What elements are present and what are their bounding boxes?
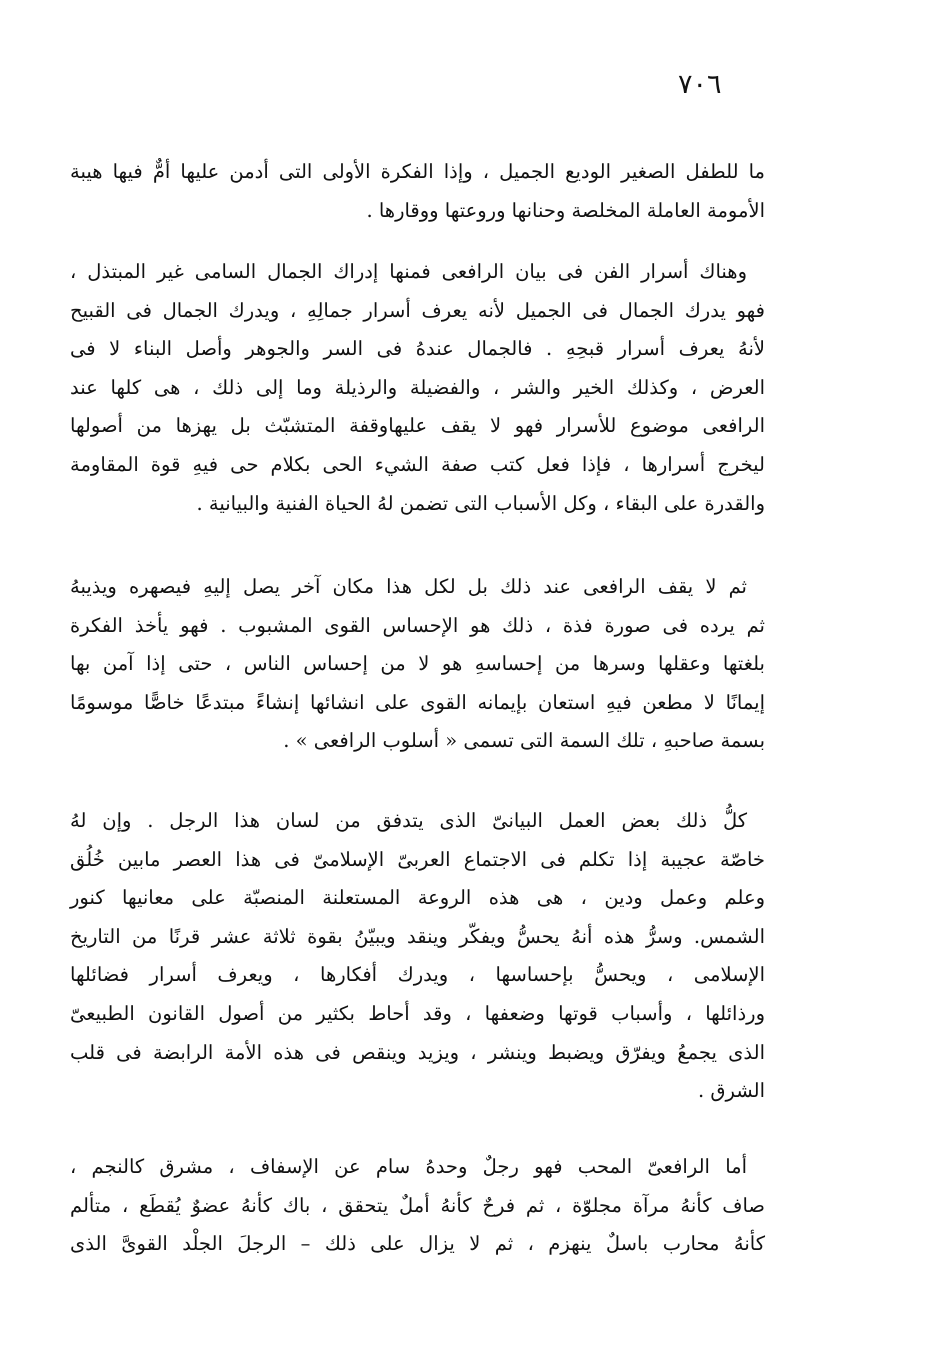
- text-line: بلغتها وعقلها وسرها من إحساسهِ هو لا من إحساس الناس ، حتى إذا آمن بها: [70, 652, 765, 676]
- text-line: خاصّة عجيبة إذا تكلم فى الاجتماع العربىّ الإسلامىّ فى هذا العصر مابين خُلُق: [70, 847, 765, 871]
- paragraph-2: [70, 253, 765, 523]
- text-line: فهو يدرك الجمال فى الجميل لأنه يعرف أسرار جمالِهِ ، ويدرك الجمال فى القبيح: [70, 298, 765, 322]
- paragraph-5: [70, 1148, 765, 1264]
- text-line: الأمومة العاملة المخلصة وحنانها وروعتها ووقارها .: [366, 198, 765, 222]
- text-line: الذى يجمعُ ويفرّق ويضبط وينشر ، ويزيد وينقص فى هذه الأمة الرابضة فى قلب: [70, 1040, 765, 1064]
- paragraph-1: [70, 153, 765, 230]
- text-line: الإسلامى ، ويحسُّ بإحساسها ، ويدرك أفكارها ، ويعرف أسرار فضائلها: [70, 963, 765, 987]
- text-line: ثم يرده فى صورة فذة ، ذلك هو الإحساس القوى المشبوب . فهو يأخذ الفكرة: [70, 613, 765, 637]
- text-line: كلُّ ذلك بعض العمل البيانىّ الذى يتدفق من لسان هذا الرجل . وإن لهُ: [70, 809, 747, 832]
- text-line: إيمانًا لا مطعن فيهِ استعان بإيمانه القوى على انشائها إنشاءً مبتدعًا خاصًّا موسومًا: [70, 690, 765, 714]
- text-line: صاف كأنهُ مرآة مجلوّة ، ثم فرحٌ كأنهُ أملٌ يتحقق ، باك كأنهُ عضوٌ يُقطَع ، متألم: [70, 1193, 765, 1217]
- text-line: وهناك أسرار الفن فى بيان الرافعى فمنها إدراك الجمال السامى غير المبتذل ،: [70, 260, 747, 283]
- text-line: ثم لا يقف الرافعى عند ذلك بل لكل هذا مكان آخر يصل إليهِ فيصهره ويذيبهُ: [70, 575, 747, 598]
- text-line: والقدرة على البقاء ، وكل الأسباب التى تضمن لهُ الحياة الفنية والبيانية .: [196, 491, 765, 515]
- text-line: كأنهُ محارب باسلٌ ينهزم ، ثم لا يزال على ذلك – الرجلَ الجلْد القوىَّ الذى: [70, 1232, 765, 1256]
- text-line: ورذائلها ، وأسباب قوتها وضعفها ، وقد أحاط بكثير من أصول القانون الطبيعىّ: [70, 1001, 765, 1025]
- text-line: الشمس. وسرُّ هذه أنهُ يحسُّ ويفكّر وينقد ويبيّنُ بقوة ثلاثة عشر قرنًا من التاريخ: [70, 924, 765, 948]
- page-number: ٧٠٦: [678, 69, 722, 100]
- text-line: الشرق .: [697, 1079, 765, 1103]
- text-line: بسمة صاحبهِ ، تلك السمة التى تسمى « أسلوب الرافعى » .: [283, 729, 765, 753]
- text-line: وعلم وعمل ودين ، هى هذه الروعة المستعلنة المنصبّة على معانيها كنور: [70, 886, 765, 910]
- text-line: أما الرافعىّ المحب فهو رجلٌ وحدهُ سام عن الإسفاف ، مشرق كالنجم ،: [70, 1155, 747, 1178]
- text-line: ما للطفل الصغير الوديع الجميل ، وإذا الفكرة الأولى التى أدمن عليها أمٌّ فيها هيبة: [70, 160, 765, 183]
- text-line: الرافعى موضوع للأسرار فهو لا يقف عليهاوقفة المتشبّث بل يهزها من أصولها: [70, 414, 765, 438]
- text-line: لأنهُ يعرف أسرار قبحِهِ . فالجمال عندهُ فى السر والجوهر وأصل البناء لا فى: [70, 337, 765, 361]
- text-line: العرض ، وكذلك الخير والشر ، والفضيلة والرذيلة وما إلى ذلك ، هى كلها عند: [70, 375, 765, 399]
- paragraph-3: [70, 568, 765, 761]
- text-line: ليخرج أسرارها ، فإذا فعل كتب صفة الشيء الحى بكلام حى فيهِ قوة المقاومة: [70, 452, 765, 476]
- paragraph-4: [70, 802, 765, 1111]
